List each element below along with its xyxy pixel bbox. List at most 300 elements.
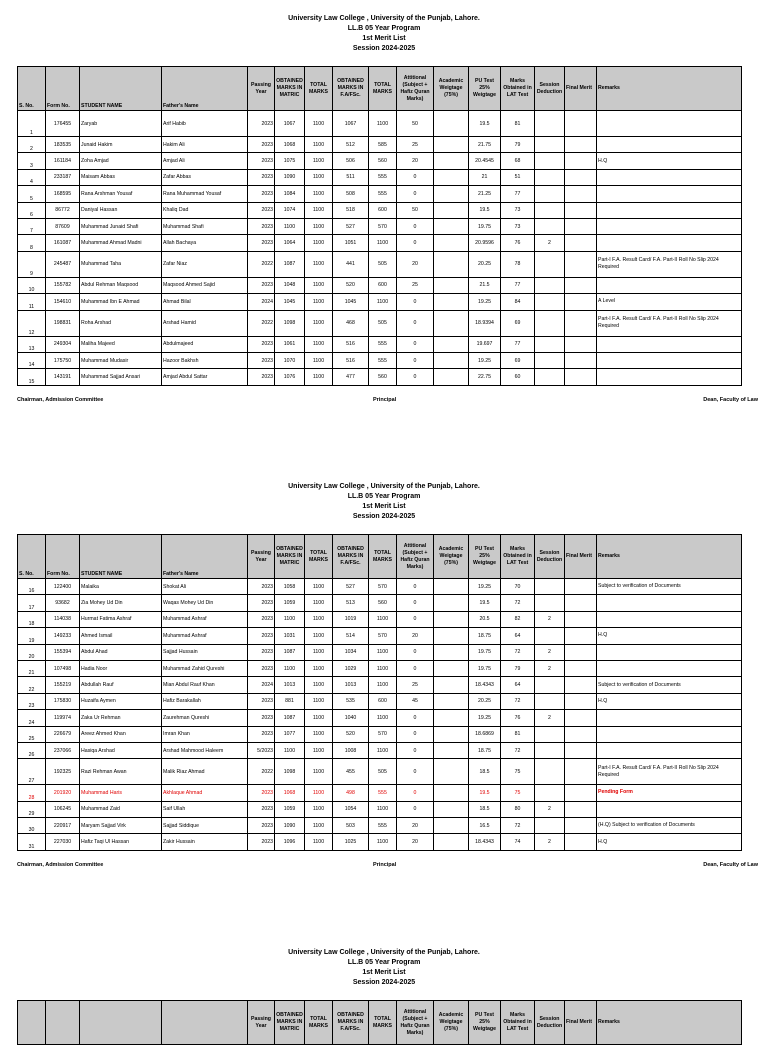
cell-total-2: 1100 (369, 834, 397, 850)
cell-total-2: 570 (369, 218, 397, 234)
cell-name: Zaka Ur Rehman (80, 710, 162, 726)
cell-obt-matric: 1013 (275, 677, 305, 693)
cell-attitional: 0 (397, 710, 434, 726)
cell-obt-fa: 527 (333, 579, 369, 595)
college-title: University Law College , University of the Punjab, Lahore. (288, 15, 480, 22)
cell-name: Malaika (80, 579, 162, 595)
cell-lat: 64 (501, 677, 535, 693)
cell-final (565, 277, 597, 293)
cell-pu-test: 19.5 (469, 595, 501, 611)
cell-form: 226679 (46, 726, 80, 742)
cell-attitional: 0 (397, 218, 434, 234)
cell-obt-fa: 1051 (333, 235, 369, 251)
cell-pu-test: 18.75 (469, 628, 501, 644)
cell-final (565, 218, 597, 234)
cell-deduction: 2 (535, 710, 565, 726)
cell-remarks (597, 336, 742, 352)
cell-deduction (535, 759, 565, 785)
cell-total-2: 1100 (369, 677, 397, 693)
cell-obt-fa: 520 (333, 726, 369, 742)
col-academic: Academic Weigtage (75%) (434, 1001, 469, 1045)
cell-obt-matric: 1070 (275, 352, 305, 368)
cell-father: Abdulmajeed (162, 336, 248, 352)
cell-pu-test: 19.25 (469, 579, 501, 595)
cell-lat: 69 (501, 310, 535, 336)
cell-academic (434, 726, 469, 742)
cell-form: 86772 (46, 202, 80, 218)
cell-pu-test: 18.5 (469, 759, 501, 785)
col-final: Final Merit (565, 1001, 597, 1045)
cell-form: 93682 (46, 595, 80, 611)
cell-deduction (535, 677, 565, 693)
cell-total-2: 570 (369, 579, 397, 595)
cell-deduction (535, 202, 565, 218)
cell-obt-fa: 520 (333, 277, 369, 293)
cell-sno: 25 (18, 726, 46, 742)
cell-remarks: H.Q (597, 834, 742, 850)
cell-total-1: 1100 (305, 137, 333, 153)
cell-attitional: 0 (397, 186, 434, 202)
col-final: Final Merit (565, 67, 597, 111)
cell-final (565, 235, 597, 251)
cell-attitional: 25 (397, 277, 434, 293)
dean-signature: Dean, Faculty of Law (703, 861, 758, 868)
cell-lat: 76 (501, 235, 535, 251)
cell-father: Sajjad Hussain (162, 644, 248, 660)
cell-obt-matric: 1087 (275, 644, 305, 660)
table-row (18, 336, 742, 352)
table-row (18, 153, 742, 169)
signature-row (0, 862, 768, 874)
cell-sno: 18 (18, 611, 46, 627)
program-title: LL.B 05 Year Program (347, 959, 421, 966)
cell-academic (434, 818, 469, 834)
table-row (18, 218, 742, 234)
table-row (18, 759, 742, 785)
cell-remarks (597, 202, 742, 218)
cell-deduction (535, 169, 565, 185)
cell-lat: 51 (501, 169, 535, 185)
table-row (18, 660, 742, 676)
cell-name: Muhammad Taha (80, 251, 162, 277)
cell-form: 119974 (46, 710, 80, 726)
cell-lat: 81 (501, 726, 535, 742)
cell-father: Zaurehman Qureshi (162, 710, 248, 726)
cell-obt-fa: 513 (333, 595, 369, 611)
cell-remarks (597, 111, 742, 137)
cell-name: Roha Arshad (80, 310, 162, 336)
cell-name: Razi Rehman Awan (80, 759, 162, 785)
cell-total-1: 1100 (305, 710, 333, 726)
cell-attitional: 0 (397, 785, 434, 801)
cell-total-2: 555 (369, 336, 397, 352)
cell-lat: 74 (501, 834, 535, 850)
cell-deduction (535, 251, 565, 277)
cell-lat: 77 (501, 186, 535, 202)
cell-remarks (597, 660, 742, 676)
cell-pu-test: 19.25 (469, 710, 501, 726)
header-row (18, 535, 742, 579)
cell-total-1: 1100 (305, 153, 333, 169)
cell-academic (434, 111, 469, 137)
header-row (18, 1001, 742, 1045)
cell-sno: 4 (18, 169, 46, 185)
cell-pu-test: 19.75 (469, 218, 501, 234)
list-title: 1st Merit List (362, 35, 406, 42)
cell-academic (434, 644, 469, 660)
cell-sno: 2 (18, 137, 46, 153)
cell-academic (434, 218, 469, 234)
cell-deduction (535, 111, 565, 137)
cell-lat: 73 (501, 202, 535, 218)
cell-year: 2022 (248, 310, 275, 336)
cell-pu-test: 20.5 (469, 611, 501, 627)
college-title: University Law College , University of the Punjab, Lahore. (288, 949, 480, 956)
cell-year: 2023 (248, 660, 275, 676)
cell-obt-matric: 1098 (275, 759, 305, 785)
document-header (0, 482, 768, 522)
cell-pu-test: 18.5 (469, 801, 501, 817)
cell-lat: 80 (501, 801, 535, 817)
signature-row (0, 397, 768, 409)
cell-academic (434, 336, 469, 352)
cell-total-2: 555 (369, 186, 397, 202)
cell-obt-matric: 1058 (275, 579, 305, 595)
cell-obt-matric: 1061 (275, 336, 305, 352)
cell-sno: 16 (18, 579, 46, 595)
cell-form: 87609 (46, 218, 80, 234)
document-header (0, 948, 768, 988)
cell-father: Muhammad Shafi (162, 218, 248, 234)
cell-total-2: 570 (369, 726, 397, 742)
cell-final (565, 169, 597, 185)
cell-obt-matric: 1087 (275, 710, 305, 726)
cell-academic (434, 595, 469, 611)
cell-name: Muhammad Sajjad Ansari (80, 369, 162, 385)
cell-academic (434, 352, 469, 368)
cell-attitional: 25 (397, 137, 434, 153)
cell-form: 227030 (46, 834, 80, 850)
col-total-2: TOTAL MARKS (369, 535, 397, 579)
cell-academic (434, 742, 469, 758)
cell-final (565, 660, 597, 676)
cell-total-1: 1100 (305, 726, 333, 742)
cell-year: 2023 (248, 628, 275, 644)
cell-lat: 72 (501, 742, 535, 758)
cell-final (565, 611, 597, 627)
cell-year: 2023 (248, 111, 275, 137)
cell-total-2: 585 (369, 137, 397, 153)
cell-year: 2023 (248, 186, 275, 202)
table-body (18, 579, 742, 851)
col-father: Father's Name (162, 67, 248, 111)
cell-final (565, 759, 597, 785)
cell-total-2: 1100 (369, 710, 397, 726)
cell-name: Zoha Amjad (80, 153, 162, 169)
cell-pu-test: 21.5 (469, 277, 501, 293)
table-row (18, 251, 742, 277)
merit-table (17, 534, 742, 851)
cell-pu-test: 20.4545 (469, 153, 501, 169)
cell-name: Hafiz Taqi Ul Hassan (80, 834, 162, 850)
col-final: Final Merit (565, 535, 597, 579)
cell-obt-matric: 1068 (275, 137, 305, 153)
cell-lat: 72 (501, 595, 535, 611)
cell-total-1: 1100 (305, 611, 333, 627)
principal-signature: Principal (373, 861, 397, 868)
cell-form: 161087 (46, 235, 80, 251)
cell-final (565, 818, 597, 834)
cell-academic (434, 710, 469, 726)
cell-year: 2023 (248, 834, 275, 850)
col-obt-fa: OBTAINED MARKS IN F.A/FSc. (333, 67, 369, 111)
cell-total-1: 1100 (305, 169, 333, 185)
cell-obt-matric: 1048 (275, 277, 305, 293)
col-year: Passing Year (248, 1001, 275, 1045)
cell-name: Muhammad Haris (80, 785, 162, 801)
cell-total-1: 1100 (305, 677, 333, 693)
cell-deduction (535, 579, 565, 595)
cell-deduction (535, 595, 565, 611)
cell-final (565, 742, 597, 758)
cell-obt-matric: 1096 (275, 834, 305, 850)
cell-year: 2023 (248, 785, 275, 801)
col-name (80, 1001, 162, 1045)
cell-year: 2023 (248, 818, 275, 834)
cell-obt-fa: 498 (333, 785, 369, 801)
cell-attitional: 20 (397, 834, 434, 850)
cell-father: Hafiz Barakallah (162, 693, 248, 709)
cell-academic (434, 834, 469, 850)
table-row (18, 186, 742, 202)
cell-year: 2023 (248, 611, 275, 627)
cell-name: Daniyal Hassan (80, 202, 162, 218)
cell-final (565, 202, 597, 218)
cell-obt-fa: 477 (333, 369, 369, 385)
cell-lat: 78 (501, 251, 535, 277)
cell-pu-test: 18.6869 (469, 726, 501, 742)
cell-pu-test: 20.9596 (469, 235, 501, 251)
cell-deduction: 2 (535, 235, 565, 251)
cell-lat: 68 (501, 153, 535, 169)
cell-obt-matric: 1067 (275, 111, 305, 137)
cell-attitional: 0 (397, 595, 434, 611)
col-year: Passing Year (248, 535, 275, 579)
col-form: Form No. (46, 535, 80, 579)
cell-final (565, 628, 597, 644)
col-academic: Academic Weigtage (75%) (434, 535, 469, 579)
cell-total-1: 1100 (305, 785, 333, 801)
cell-name: Muhammad Mudasir (80, 352, 162, 368)
cell-form: 233187 (46, 169, 80, 185)
table-row (18, 818, 742, 834)
cell-father: Khaliq Dad (162, 202, 248, 218)
cell-final (565, 644, 597, 660)
table-row (18, 611, 742, 627)
col-sno: S. No. (18, 67, 46, 111)
cell-attitional: 0 (397, 644, 434, 660)
table-row (18, 595, 742, 611)
cell-obt-fa: 1040 (333, 710, 369, 726)
cell-total-1: 1100 (305, 336, 333, 352)
cell-sno: 6 (18, 202, 46, 218)
cell-total-2: 1100 (369, 660, 397, 676)
cell-form: 198831 (46, 310, 80, 336)
cell-remarks (597, 742, 742, 758)
cell-deduction (535, 352, 565, 368)
cell-obt-matric: 1100 (275, 742, 305, 758)
cell-remarks (597, 352, 742, 368)
cell-final (565, 834, 597, 850)
table-row (18, 710, 742, 726)
cell-attitional: 20 (397, 251, 434, 277)
cell-academic (434, 235, 469, 251)
cell-obt-matric: 1074 (275, 202, 305, 218)
cell-academic (434, 137, 469, 153)
cell-year: 2024 (248, 294, 275, 310)
cell-remarks (597, 644, 742, 660)
table-row (18, 834, 742, 850)
cell-father: Arif Habib (162, 111, 248, 137)
cell-father: Saif Ullah (162, 801, 248, 817)
cell-total-2: 1100 (369, 611, 397, 627)
cell-final (565, 785, 597, 801)
cell-lat: 64 (501, 628, 535, 644)
cell-sno: 22 (18, 677, 46, 693)
cell-name: Maisam Abbas (80, 169, 162, 185)
cell-year: 2023 (248, 369, 275, 385)
cell-attitional: 0 (397, 660, 434, 676)
program-title: LL.B 05 Year Program (347, 493, 421, 500)
cell-sno: 27 (18, 759, 46, 785)
cell-lat: 77 (501, 277, 535, 293)
cell-attitional: 0 (397, 352, 434, 368)
cell-total-2: 600 (369, 202, 397, 218)
cell-name: Ahmed Ismail (80, 628, 162, 644)
cell-remarks: H.Q (597, 628, 742, 644)
cell-sno: 20 (18, 644, 46, 660)
cell-academic (434, 677, 469, 693)
cell-obt-fa: 1008 (333, 742, 369, 758)
cell-form: 168595 (46, 186, 80, 202)
cell-father: Zakir Hussain (162, 834, 248, 850)
cell-year: 2022 (248, 251, 275, 277)
cell-obt-matric: 1087 (275, 251, 305, 277)
cell-final (565, 137, 597, 153)
cell-obt-fa: 535 (333, 693, 369, 709)
cell-name: Maryam Sajjad Virk (80, 818, 162, 834)
cell-name: Areez Ahmed Khan (80, 726, 162, 742)
cell-name: Muhammad Ahmad Madni (80, 235, 162, 251)
cell-total-2: 560 (369, 153, 397, 169)
cell-deduction (535, 153, 565, 169)
cell-year: 5/2023 (248, 742, 275, 758)
cell-form: 201920 (46, 785, 80, 801)
cell-attitional: 45 (397, 693, 434, 709)
cell-obt-fa: 468 (333, 310, 369, 336)
cell-obt-fa: 1045 (333, 294, 369, 310)
sheet-3 (0, 948, 768, 1045)
cell-academic (434, 186, 469, 202)
cell-obt-fa: 1013 (333, 677, 369, 693)
cell-pu-test: 19.75 (469, 660, 501, 676)
cell-remarks (597, 369, 742, 385)
col-deduction: Session Deduction (535, 535, 565, 579)
list-title: 1st Merit List (362, 969, 406, 976)
cell-sno: 13 (18, 336, 46, 352)
cell-lat: 76 (501, 710, 535, 726)
cell-total-2: 555 (369, 785, 397, 801)
col-remarks: Remarks (597, 1001, 742, 1045)
cell-remarks (597, 611, 742, 627)
col-obt-fa: OBTAINED MARKS IN F.A/FSc. (333, 535, 369, 579)
cell-year: 2023 (248, 336, 275, 352)
cell-attitional: 25 (397, 677, 434, 693)
cell-obt-fa: 1029 (333, 660, 369, 676)
cell-father: Rana Muhammad Yousaf (162, 186, 248, 202)
cell-academic (434, 169, 469, 185)
col-pu-test: PU Test 25% Weigtage (469, 67, 501, 111)
document-header (0, 14, 768, 54)
cell-final (565, 336, 597, 352)
cell-total-2: 1100 (369, 111, 397, 137)
cell-form: 107498 (46, 660, 80, 676)
cell-year: 2023 (248, 801, 275, 817)
cell-total-2: 570 (369, 628, 397, 644)
cell-sno: 15 (18, 369, 46, 385)
cell-total-2: 1100 (369, 294, 397, 310)
cell-sno: 3 (18, 153, 46, 169)
cell-remarks: Part-I F.A. Result Card/ F.A. Part-II Roll No Slip 2024 Required (597, 251, 742, 277)
cell-deduction: 2 (535, 644, 565, 660)
cell-total-1: 1100 (305, 235, 333, 251)
cell-total-1: 1100 (305, 277, 333, 293)
cell-obt-matric: 1100 (275, 218, 305, 234)
cell-father: Amjad Ali (162, 153, 248, 169)
cell-obt-fa: 518 (333, 202, 369, 218)
cell-remarks (597, 186, 742, 202)
cell-obt-fa: 1067 (333, 111, 369, 137)
cell-father: Zafar Niaz (162, 251, 248, 277)
cell-attitional: 0 (397, 742, 434, 758)
cell-obt-matric: 1090 (275, 818, 305, 834)
table-row (18, 294, 742, 310)
cell-total-1: 1100 (305, 801, 333, 817)
col-total-1: TOTAL MARKS (305, 67, 333, 111)
cell-total-1: 1100 (305, 111, 333, 137)
cell-attitional: 0 (397, 369, 434, 385)
cell-lat: 79 (501, 660, 535, 676)
cell-obt-fa: 1019 (333, 611, 369, 627)
cell-total-2: 555 (369, 352, 397, 368)
cell-deduction (535, 310, 565, 336)
sheet-1 (0, 14, 768, 409)
cell-lat: 79 (501, 137, 535, 153)
cell-obt-matric: 1075 (275, 153, 305, 169)
table-row (18, 277, 742, 293)
cell-deduction (535, 693, 565, 709)
col-obt-matric: OBTAINED MARKS IN MATRIC (275, 535, 305, 579)
cell-obt-matric: 1045 (275, 294, 305, 310)
cell-sno: 30 (18, 818, 46, 834)
cell-name: Hurmat Fatima Ashraf (80, 611, 162, 627)
cell-deduction (535, 336, 565, 352)
cell-remarks (597, 710, 742, 726)
cell-attitional: 0 (397, 801, 434, 817)
cell-attitional: 0 (397, 235, 434, 251)
cell-attitional: 20 (397, 153, 434, 169)
cell-remarks (597, 277, 742, 293)
